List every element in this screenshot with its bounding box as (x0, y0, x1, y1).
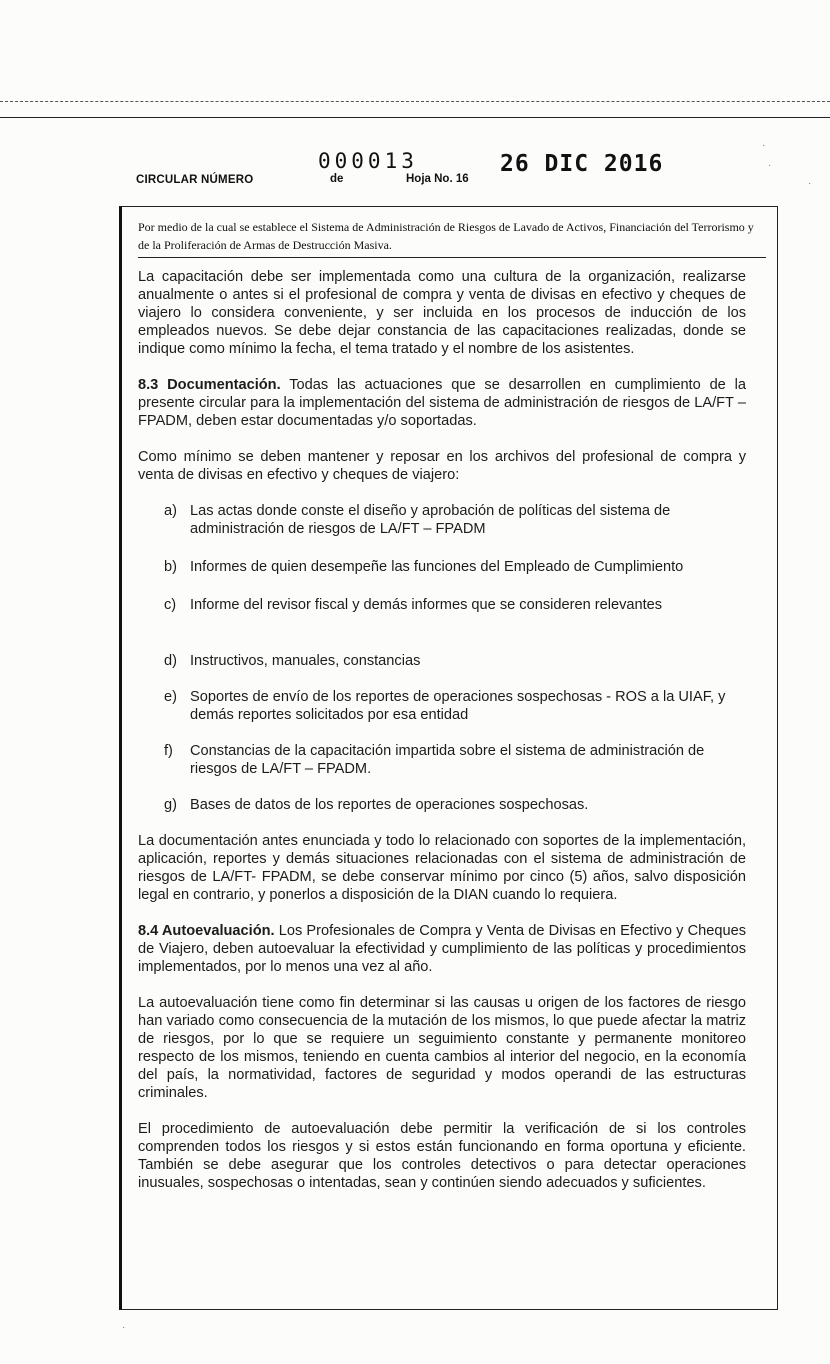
document-body (138, 268, 746, 1210)
list-marker: b) (164, 559, 177, 575)
list-item (138, 596, 746, 614)
date-stamp: 26 DIC 2016 (500, 151, 664, 177)
scan-speck: · (808, 178, 812, 189)
top-divider (0, 117, 830, 118)
list-item (138, 742, 746, 778)
list-marker: a) (164, 503, 177, 519)
section-8-3 (138, 376, 746, 430)
list-marker: d) (164, 653, 177, 669)
list-item-text: Las actas donde conste el diseño y aprobación de políticas del sistema de administración de riesgos de LA/FT – FPADM (190, 503, 671, 537)
page-number: Hoja No. 16 (406, 173, 469, 185)
paragraph-conservacion: La documentación antes enunciada y todo lo relacionado con soportes de la implementación, aplicación, reportes y demás situaciones relacionadas con el sistema de administración de riesgos de LA/FT- FPADM, se debe conservar mínimo por cinco (5) años, salvo disposición legal en contrario, y ponerlos a disposición de la DIAN cuando lo requiera. (138, 833, 746, 903)
circular-number: 000013 (318, 149, 418, 173)
de-label: de (330, 173, 344, 185)
scan-speck: · (768, 160, 772, 171)
list-item-text: Informes de quien desempeñe las funciones del Empleado de Cumplimiento (190, 559, 684, 575)
section-8-4 (138, 922, 746, 976)
scan-speck: · (122, 1322, 126, 1333)
paragraph-capacitacion: La capacitación debe ser implementada como una cultura de la organización, realizarse anualmente o antes si el profesional de compra y venta de divisas en efectivo y cheques de viajero lo considera conveniente, y ser incluida en los procesos de inducción de los empleados nuevos. Se debe dejar constancia de las capacitaciones realizadas, donde se indique como mínimo la fecha, el tema tratado y el nombre de los asistentes. (138, 269, 746, 357)
section-8-4-title: 8.4 Autoevaluación. (138, 923, 275, 939)
list-item-text: Bases de datos de los reportes de operaciones sospechosas. (190, 797, 589, 813)
list-item (138, 558, 746, 576)
section-8-3-title: 8.3 Documentación. (138, 377, 281, 393)
list-item-text: Informe del revisor fiscal y demás informes que se consideren relevantes (190, 597, 663, 613)
list-marker: g) (164, 797, 177, 813)
list-item-text: Constancias de la capacitación impartida sobre el sistema de administración de riesgos de LA/FT – FPADM. (190, 743, 705, 777)
circular-label: CIRCULAR NÚMERO (136, 174, 254, 186)
list-marker: e) (164, 689, 177, 705)
section-8-3-text: Todas las actuaciones que se desarrollen en cumplimiento de la presente circular para la implementación del sistema de administración de riesgos de LA/FT – FPADM, deben estar documentadas y/o soportadas. (138, 377, 746, 429)
subject-line: Por medio de la cual se establece el Sistema de Administración de Riesgos de Lavado de Activos, Financiación del Terrorismo y de la Proliferación de Armas de Destrucción Masiva. (138, 220, 754, 252)
subject-divider (138, 257, 766, 258)
list-marker: f) (164, 743, 173, 759)
list-item (138, 796, 746, 814)
list-item (138, 502, 746, 538)
list-item-text: Instructivos, manuales, constancias (190, 653, 421, 669)
paragraph-procedimiento: El procedimiento de autoevaluación debe permitir la verificación de si los controles comprenden todos los riesgos y si estos están funcionando en forma oportuna y eficiente. También se debe asegurar que los controles detectivos o para detectar operaciones inusuales, sospechosas o intentadas, sean y continúen siendo adecuados y suficientes. (138, 1121, 746, 1191)
paragraph-autoevaluacion-fin: La autoevaluación tiene como fin determinar si las causas u origen de los factores de riesgo han variado como consecuencia de la mutación de los mismos, lo que puede afectar la matriz de riesgos, por lo que se requiere un seguimiento constante y permanente monitoreo respecto de los mismos, teniendo en cuenta cambios al interior del negocio, en la economía del país, la normatividad, factores de seguridad y modos operandi de las estructuras criminales. (138, 995, 746, 1101)
documents-list (138, 502, 746, 814)
list-item (138, 652, 746, 670)
section-8-4-text: Los Profesionales de Compra y Venta de Divisas en Efectivo y Cheques de Viajero, deben autoevaluar la efectividad y cumplimiento de las políticas y procedimientos implementados, por lo menos una vez al año. (138, 923, 746, 975)
paragraph-minimo: Como mínimo se deben mantener y reposar en los archivos del profesional de compra y venta de divisas en efectivo y cheques de viajero: (138, 449, 746, 483)
list-marker: c) (164, 597, 177, 613)
top-divider-dashed (0, 101, 830, 102)
scan-speck: · (762, 140, 766, 151)
list-item (138, 688, 746, 724)
list-item-text: Soportes de envío de los reportes de operaciones sospechosas - ROS a la UIAF, y demás reportes solicitados por esa entidad (190, 689, 726, 723)
